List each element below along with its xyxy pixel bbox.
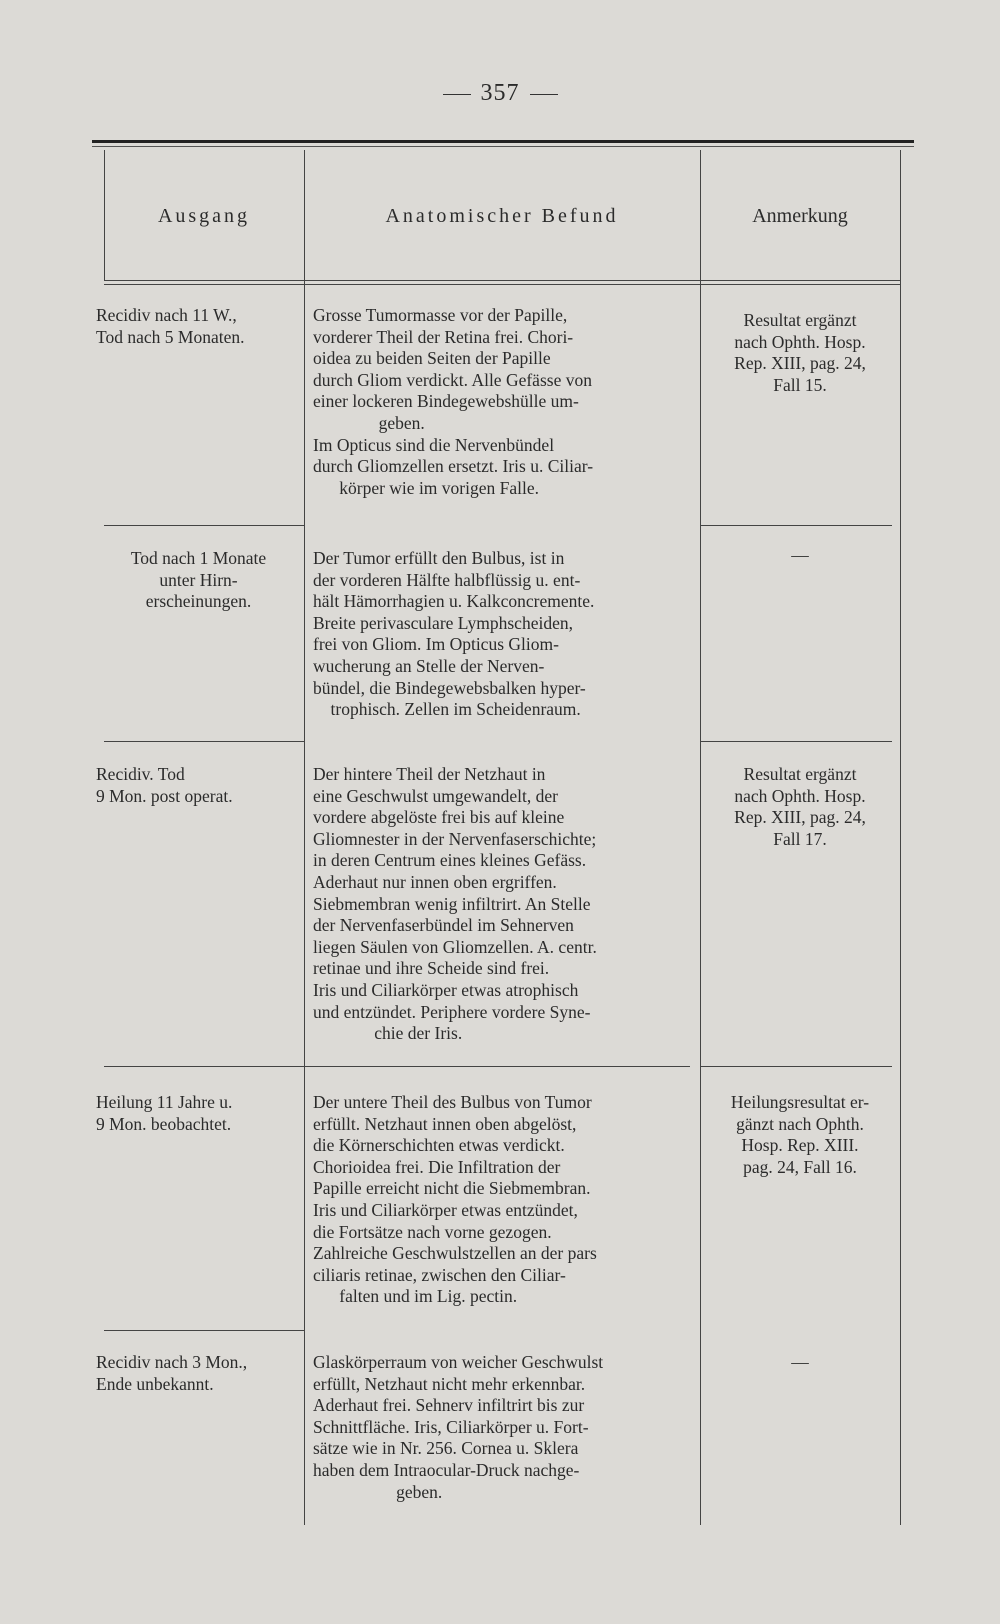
row-separator	[104, 1066, 304, 1067]
page-number-text: 357	[480, 80, 520, 106]
header-rule-double	[104, 284, 900, 285]
row-4-finding: Der untere Theil des Bulbus von Tumor erfüllt. Netzhaut innen oben abgelöst, die Körnerschichten etwas verdickt. Chorioidea frei. Die Infiltration der Papille erreicht nicht die Siebmembran. Iris und Ciliarkörper etwas entzündet, die Fortsätze nach vorne gezogen. Zahlreiche Geschwulstzellen an der pars ciliaris retinae, zwischen den Ciliar- falten und im Lig. pectin.	[313, 1092, 597, 1307]
row-separator	[700, 525, 892, 526]
column-divider	[304, 150, 305, 1525]
row-4-note: Heilungsresultat er- gänzt nach Ophth. Hosp. Rep. XIII. pag. 24, Fall 16.	[730, 1092, 870, 1177]
table-top-rule	[92, 140, 914, 143]
page-number	[0, 80, 1000, 107]
row-2-finding: Der Tumor erfüllt den Bulbus, ist in der vorderen Hälfte halbflüssig u. ent- hält Hämorrhagien u. Kalkconcremente. Breite perivasculare Lymphscheiden, frei von Gliom. Im Opticus Gliom- wucherung an Stelle der Nerven- bündel, die Bindegewebsbalken hyper- trophisch. Zellen im Scheidenraum.	[313, 548, 595, 720]
row-3-finding: Der hintere Theil der Netzhaut in eine Geschwulst umgewandelt, der vordere abgelöste frei bis auf kleine Gliomnester in der Nervenfaserschichte; in deren Centrum eines kleines Gefäss. Aderhaut nur innen oben ergriffen. Siebmembran wenig infiltrirt. An Stelle der Nervenfaserbündel im Sehnerven liegen Säulen von Gliomzellen. A. centr. retinae und ihre Scheide sind frei. Iris und Ciliarkörper etwas atrophisch und entzündet. Periphere vordere Syne- chie der Iris.	[313, 764, 597, 1044]
right-dash	[530, 94, 558, 95]
table-top-rule-thin	[92, 146, 914, 147]
row-1-outcome: Recidiv nach 11 W., Tod nach 5 Monaten.	[96, 305, 245, 347]
header-note: Anmerkung	[752, 205, 848, 227]
header-rule	[104, 280, 900, 281]
row-3-note: Resultat ergänzt nach Ophth. Hosp. Rep. XIII, pag. 24, Fall 17.	[734, 764, 866, 849]
row-separator	[104, 525, 304, 526]
column-divider	[900, 150, 901, 1525]
row-4-outcome: Heilung 11 Jahre u. 9 Mon. beobachtet.	[96, 1092, 233, 1134]
row-5-note: —	[791, 1352, 809, 1372]
header-outcome: Ausgang	[157, 205, 251, 227]
row-3-outcome: Recidiv. Tod 9 Mon. post operat.	[96, 764, 233, 806]
row-separator	[700, 1066, 892, 1067]
row-1-note: Resultat ergänzt nach Ophth. Hosp. Rep. XIII, pag. 24, Fall 15.	[734, 310, 866, 395]
left-dash	[443, 94, 471, 95]
row-2-note: —	[791, 545, 809, 565]
header-finding: Anatomischer Befund	[385, 205, 619, 227]
row-separator	[700, 741, 892, 742]
row-separator	[104, 1330, 304, 1331]
row-5-outcome: Recidiv nach 3 Mon., Ende unbekannt.	[96, 1352, 248, 1394]
row-2-outcome: Tod nach 1 Monate unter Hirn- erscheinungen.	[130, 548, 267, 612]
row-5-finding: Glaskörperraum von weicher Geschwulst erfüllt, Netzhaut nicht mehr erkennbar. Aderhaut frei. Sehnerv infiltrirt bis zur Schnittfläche. Iris, Ciliarkörper u. Fort- sätze wie in Nr. 256. Cornea u. Sklera haben dem Intraocular-Druck nachge- geben.	[313, 1352, 604, 1502]
row-separator	[104, 741, 304, 742]
row-1-finding: Grosse Tumormasse vor der Papille, vorderer Theil der Retina frei. Chori- oidea zu beiden Seiten der Papille durch Gliom verdickt. Alle Gefässe von einer lockeren Bindegewebshülle um- geben. Im Opticus sind die Nervenbündel durch Gliomzellen ersetzt. Iris u. Ciliar- körper wie im vorigen Falle.	[313, 305, 594, 498]
row-separator	[304, 1066, 690, 1067]
